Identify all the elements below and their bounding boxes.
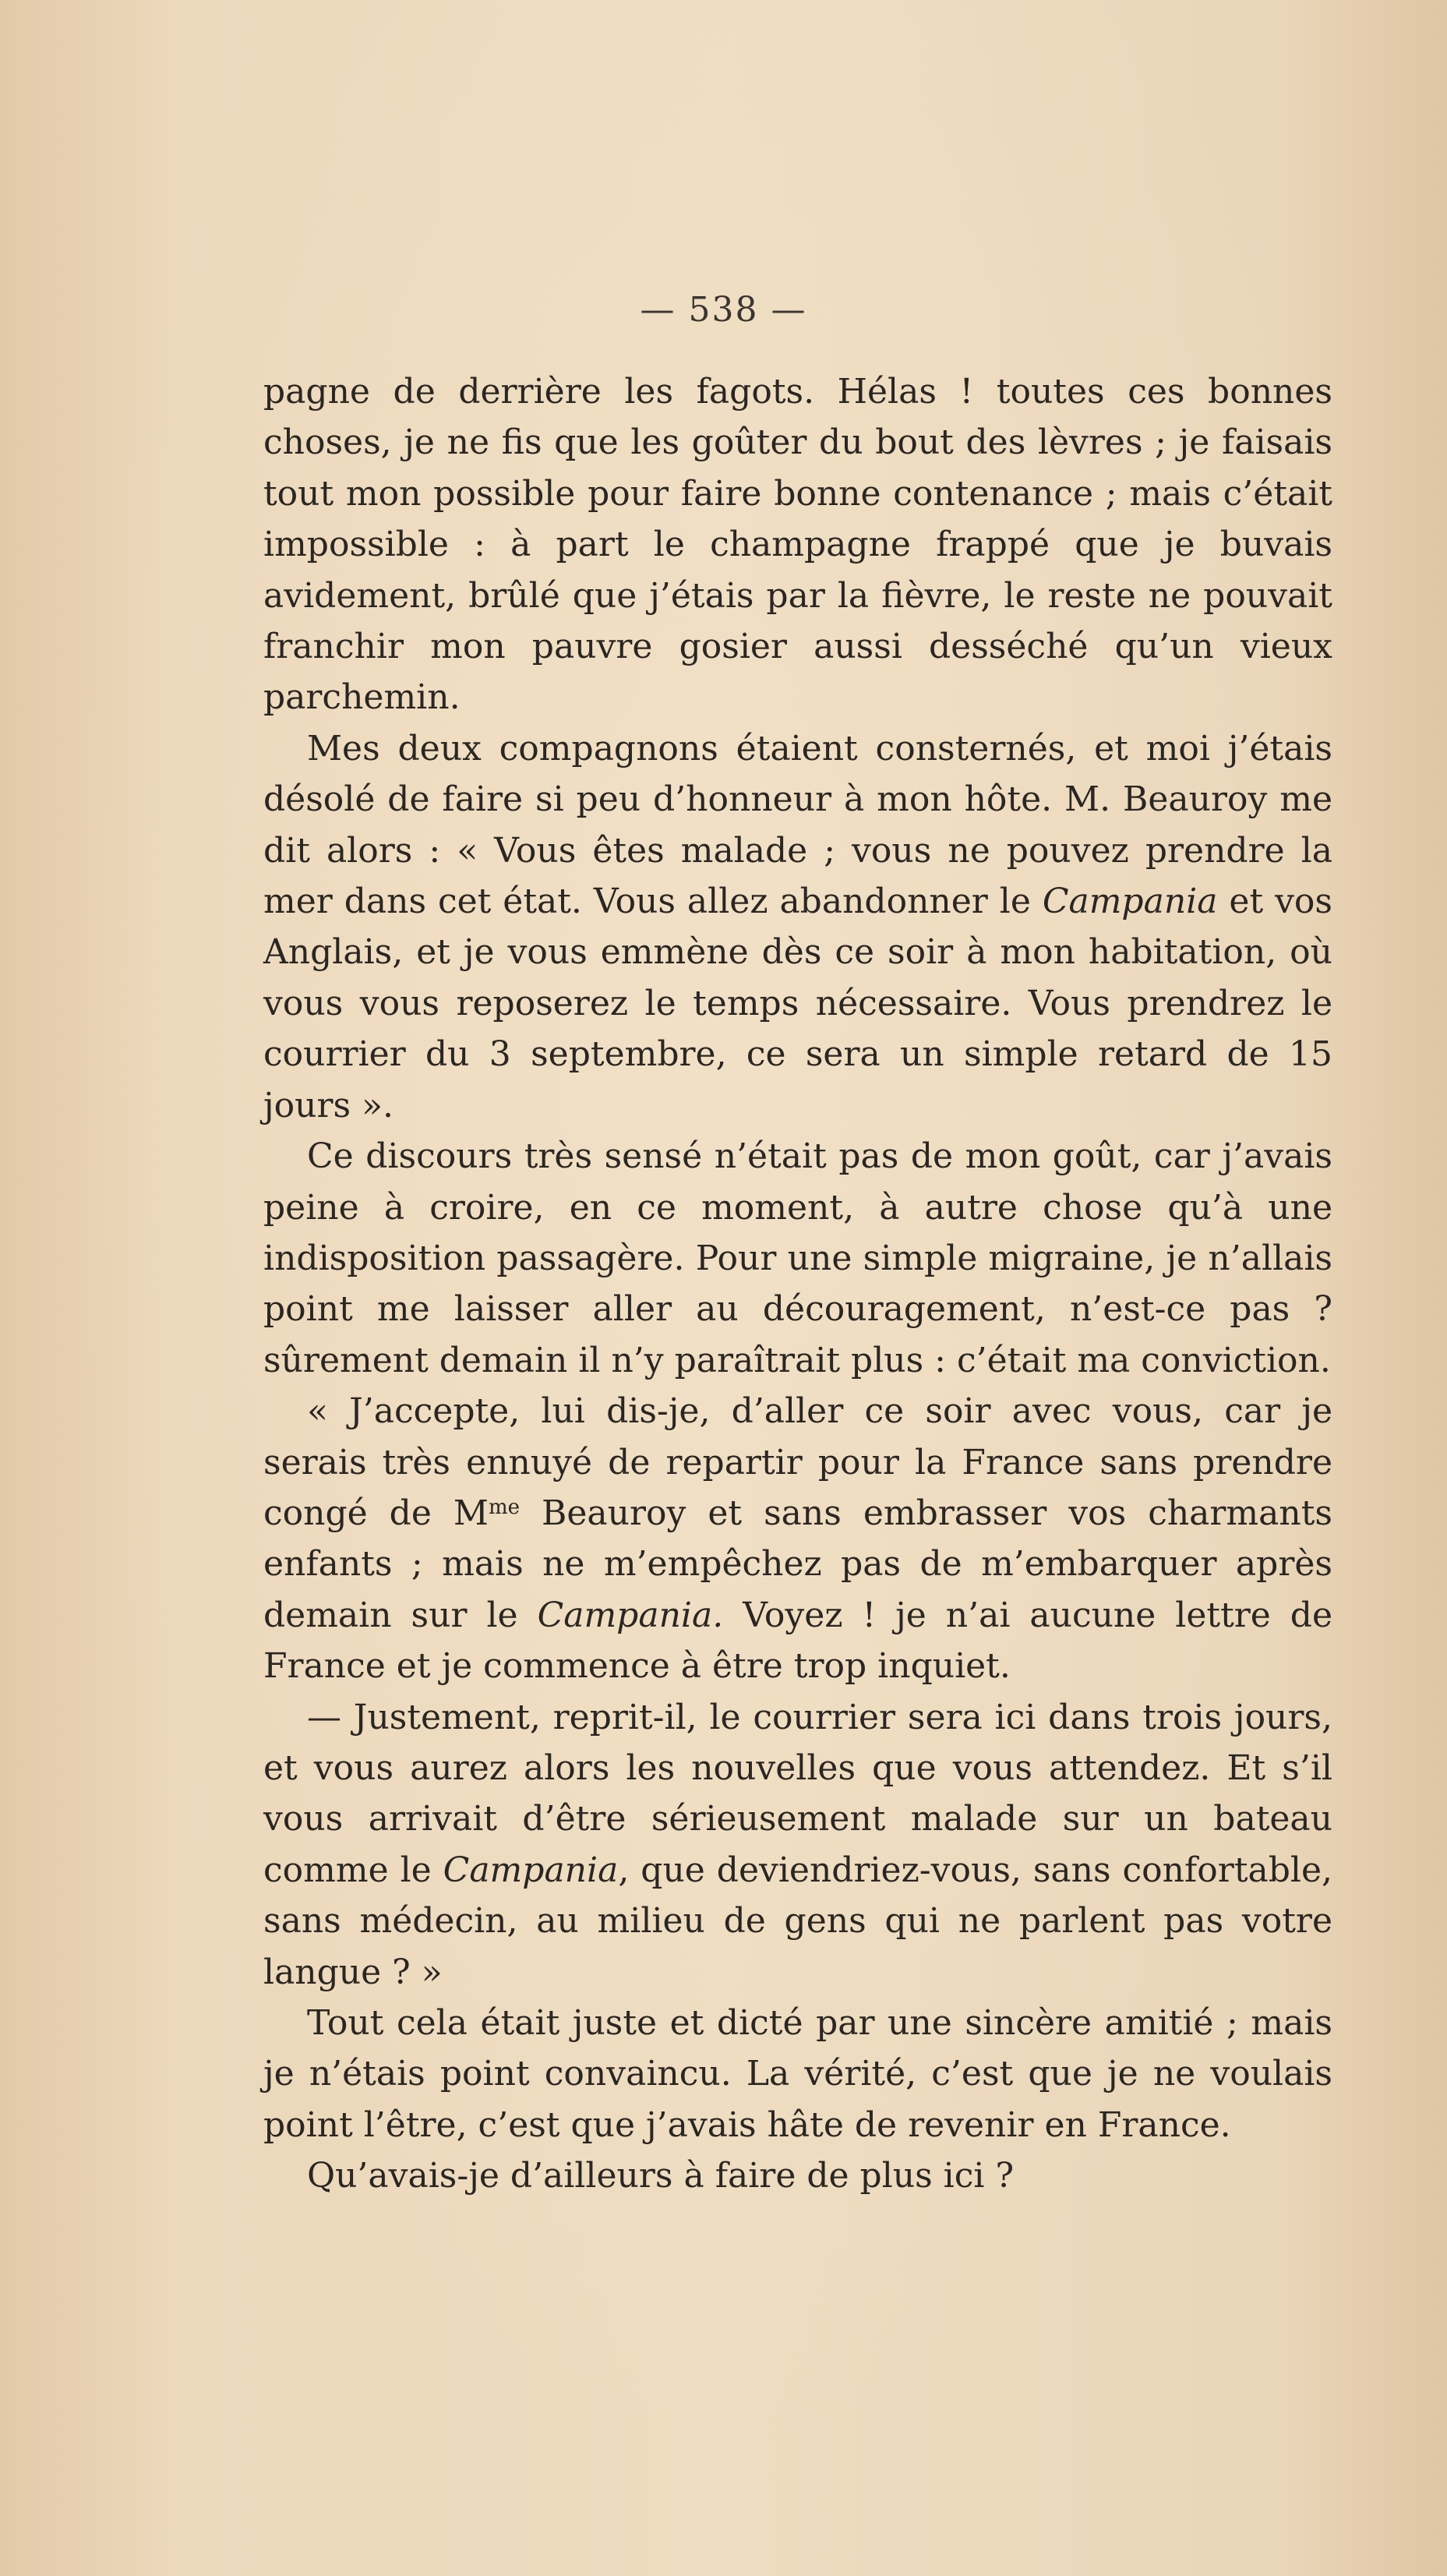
paragraph-7 xyxy=(263,2150,1332,2201)
paragraph-4 xyxy=(263,1386,1332,1691)
paragraph-1 xyxy=(263,366,1332,723)
text-segment: Voyez ! je n’ai aucune lettre de France et je commence à être trop inquiet. xyxy=(263,1595,1333,1687)
text-segment: , que deviendriez-vous, sans confortable, sans médecin, au milieu de gens qui ne parlent pas votre langue ? » xyxy=(263,1850,1332,1992)
paragraph-3 xyxy=(263,1131,1332,1386)
text-segment: Qu’avais-je d’ailleurs à faire de plus ici ? xyxy=(307,2156,1015,2196)
page-number: — 538 — xyxy=(640,290,807,330)
ship-name-italic: Campania xyxy=(1042,882,1218,922)
ship-name-italic: Campania. xyxy=(537,1595,724,1635)
text-segment: Beauroy et sans embrasser vos charmants enfants ; mais ne m’empêchez pas de m’embarquer après demain sur le xyxy=(263,1493,1332,1635)
text-segment: Ce discours très sensé n’était pas de mon goût, car j’avais peine à croire, en ce moment, à autre chose qu’à une indisposition passagère. Pour une simple migraine, je n’allais point me laisser aller au découragement, n’est-ce pas ? sûrement demain il n’y paraîtrait plus : c’était ma conviction. xyxy=(263,1136,1332,1380)
paragraph-5 xyxy=(263,1692,1332,1998)
paragraph-6 xyxy=(263,1998,1332,2150)
text-segment: — Justement, reprit-il, le courrier sera ici dans trois jours, et vous aurez alors les nouvelles que vous attendez. Et s’il vous arrivait d’être sérieusement malade sur un bateau comme le xyxy=(263,1697,1332,1890)
text-segment: et vos Anglais, et je vous emmène dès ce soir à mon habitation, où vous vous reposerez le temps nécessaire. Vous prendrez le courrier du 3 septembre, ce sera un simple retard de 15 jours ». xyxy=(263,882,1333,1125)
body-text xyxy=(263,366,1332,2202)
text-segment: Tout cela était juste et dicté par une sincère amitié ; mais je n’étais point convaincu. La vérité, c’est que je ne voulais point l’être, c’est que j’avais hâte de revenir en France. xyxy=(263,2003,1332,2145)
paragraph-2 xyxy=(263,723,1332,1131)
superscript-me: me xyxy=(488,1495,520,1519)
text-segment: pagne de derrière les fagots. Hélas ! toutes ces bonnes choses, je ne fis que les goûter du bout des lèvres ; je faisais tout mon possible pour faire bonne contenance ; mais c’était impossible : à part le champagne frappé que je buvais avidement, brûlé que j’étais par la fièvre, le reste ne pouvait franchir mon pauvre gosier aussi desséché qu’un vieux parchemin. xyxy=(263,372,1332,718)
text-segment: « J’accepte, lui dis-je, d’aller ce soir avec vous, car je serais très ennuyé de repartir pour la France sans prendre congé de M xyxy=(263,1391,1332,1533)
text-segment: Mes deux compagnons étaient consternés, et moi j’étais désolé de faire si peu d’honneur à mon hôte. M. Beauroy me dit alors : « Vous êtes malade ; vous ne pouvez prendre la mer dans cet état. Vous allez abandonner le xyxy=(263,728,1332,922)
ship-name-italic: Campania xyxy=(443,1850,619,1890)
